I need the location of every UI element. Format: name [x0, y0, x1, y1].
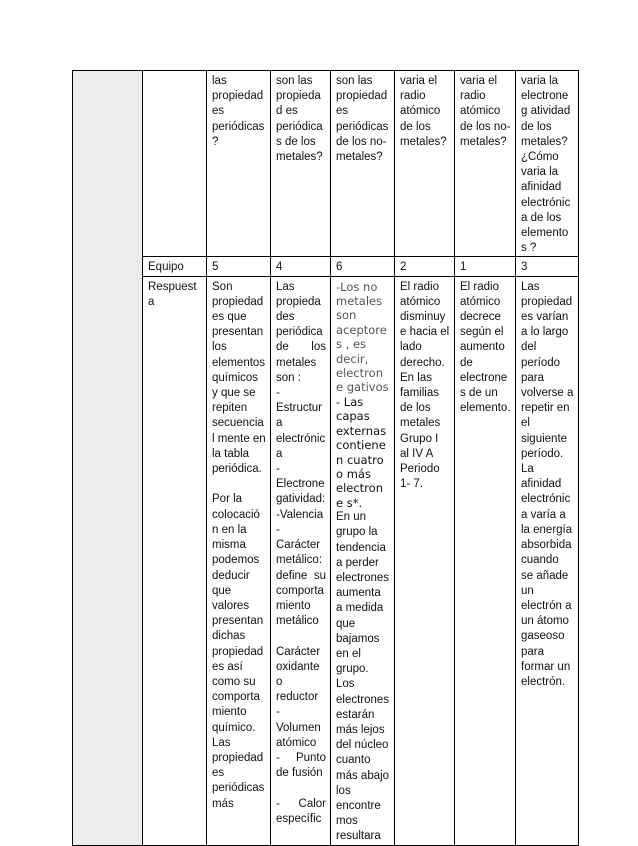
empty-label-cell — [143, 71, 207, 257]
question-cell-1: las propiedad es periódicas ? — [207, 71, 271, 257]
answer-cell-6: Las propiedad es varían a lo largo del período para volverse a repetir en el siguiente período. La afinidad electrónic a varía a la energía absorbida cuando se añade un electrón a un átomo gaseoso para formar un electrón. — [516, 276, 579, 845]
equipo-label: Equipo — [143, 257, 207, 276]
question-cell-6: varia la electroneg atividad de los metales? ¿Cómo varia la afinidad electrónic a de los elementos ? — [516, 71, 579, 257]
answer-cell-2: Las propieda des periódica de los metales son : - Estructur a electrónic a - Electrone gatividad: -Valencia - Carácter metálico: define su comporta miento metálico Carácter oxidante o reductor - Volumen atómico - Punto de fusión - Calor específic — [271, 276, 331, 845]
question-cell-3: son las propiedad es periódicas de los no-metales? — [331, 71, 395, 257]
question-cell-4: varia el radio atómico de los metales? — [395, 71, 455, 257]
equipo-value-1: 5 — [207, 257, 271, 276]
equipo-value-6: 3 — [516, 257, 579, 276]
question-cell-2: son las propiedad es periódicas de los metales? — [271, 71, 331, 257]
answer-cell-4: El radio atómico disminuye hacia el lado derecho. En las familias de los metales Grupo I al IV A Periodo 1- 7. — [395, 276, 455, 845]
answer-cell-3 — [331, 276, 395, 845]
answer-cell-5: El radio atómico decrece según el aumento de electrones de un elemento. — [455, 276, 516, 845]
equipo-value-5: 1 — [455, 257, 516, 276]
respuesta-row — [73, 276, 579, 845]
question-row — [73, 71, 579, 257]
answer-3-part-b: - Las capas externas contienen cuatro o más electrone s*. — [336, 394, 387, 510]
equipo-row — [73, 257, 579, 276]
shaded-margin-cell — [73, 71, 143, 846]
equipo-value-4: 2 — [395, 257, 455, 276]
equipo-value-3: 6 — [331, 257, 395, 276]
periodic-properties-table — [72, 70, 579, 846]
answer-3-part-c: En un grupo la tendencia a perder electrones aumenta a medida que bajamos en el grupo. Los electrones estarán más lejos del núcleo cuanto más abajo los encontre mos resultara — [336, 511, 390, 843]
answer-3-part-a: -Los no metales son aceptores , es decir, electrone gativos — [336, 279, 389, 395]
respuesta-label: Respuesta — [143, 276, 207, 845]
question-cell-5: varia el radio atómico de los no-metales? — [455, 71, 516, 257]
equipo-value-2: 4 — [271, 257, 331, 276]
answer-cell-1: Son propiedad es que presentan los elementos químicos y que se repiten secuencial mente en la tabla periódica. Por la colocación en la misma podemos deducir que valores presentan dichas propiedad es así como su comporta miento químico. Las propiedad es periódicas más — [207, 276, 271, 845]
